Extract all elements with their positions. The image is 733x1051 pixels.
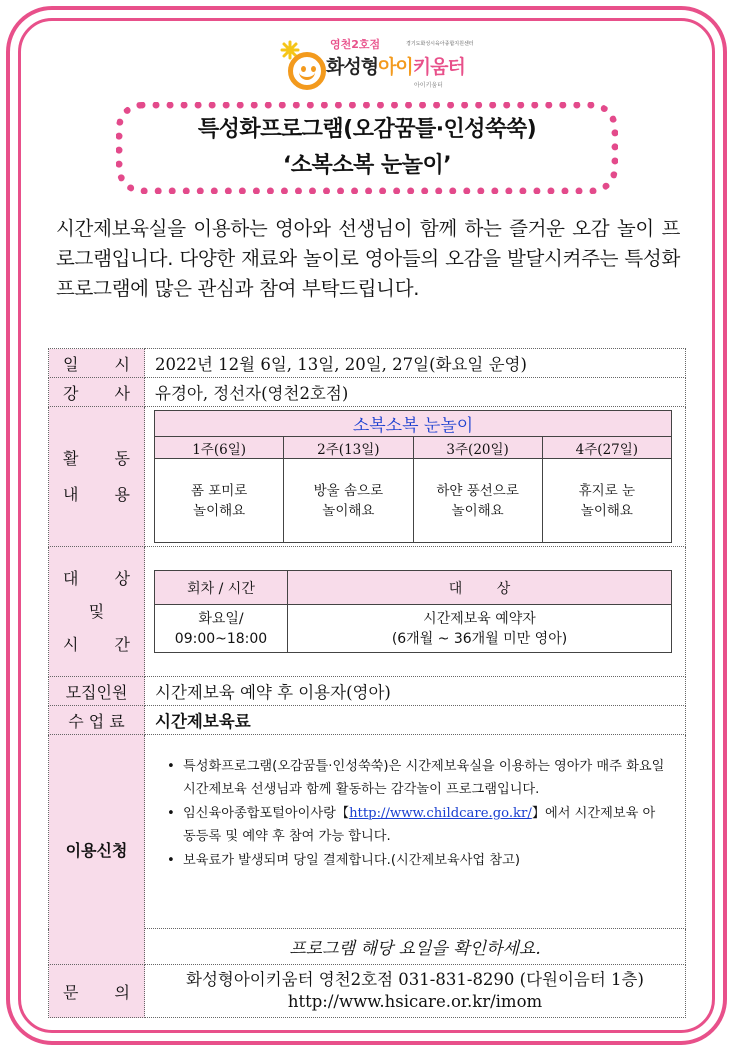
activity-table <box>154 410 672 543</box>
target-cell <box>145 547 686 677</box>
title-line-1: 특성화프로그램(오감꿈틀·인성쑥쑥) <box>197 117 537 142</box>
label-target <box>49 547 145 677</box>
apply-item-3: • 보육료가 발생되며 당일 결제합니다.(시간제보육사업 참고) <box>167 849 667 872</box>
label-activity <box>49 407 145 547</box>
target-head-session: 회차 / 시간 <box>155 571 288 605</box>
target-session: 화요일/ 09:00~18:00 <box>155 605 288 653</box>
row-contact <box>49 965 686 1018</box>
label-fee: 수 업 료 <box>49 706 145 735</box>
label-target-line1: 대 상 <box>63 569 130 588</box>
row-target <box>49 547 686 677</box>
label-target-line3: 시 간 <box>63 635 130 654</box>
logo-small-text: 경기도화성시육아종합지원센터 <box>406 41 474 47</box>
activity-week-1: 1주(6일) <box>155 437 284 459</box>
row-activity <box>49 407 686 547</box>
title-line-2: ‘소복소복 눈놀이’ <box>282 153 452 178</box>
title-box <box>116 102 618 194</box>
row-apply <box>49 735 686 929</box>
activity-content-4: 휴지로 눈 놀이해요 <box>542 459 671 543</box>
label-teacher: 강 사 <box>49 378 145 407</box>
value-teacher: 유경아, 정선자(영천2호점) <box>145 378 686 407</box>
activity-cell <box>145 407 686 547</box>
row-notice <box>49 929 686 965</box>
childcare-link[interactable]: http://www.childcare.go.kr/ <box>349 806 532 821</box>
row-date <box>49 349 686 378</box>
logo-branch: 영천2호점 <box>330 38 381 51</box>
row-teacher <box>49 378 686 407</box>
logo <box>280 36 480 96</box>
info-table <box>48 348 686 1018</box>
target-table <box>154 570 672 653</box>
label-date: 일 시 <box>49 349 145 378</box>
value-fee: 시간제보육료 <box>145 706 686 735</box>
activity-week-4: 4주(27일) <box>542 437 671 459</box>
label-apply: 이용신청 <box>49 735 145 965</box>
apply-cell <box>145 735 686 929</box>
notice-text: 프로그램 해당 요일을 확인하세요. <box>145 929 686 965</box>
label-activity-line2: 내 용 <box>63 484 130 504</box>
smile-face-icon <box>288 52 326 90</box>
activity-week-3: 3주(20일) <box>413 437 542 459</box>
contact-line-1: 화성형아이키움터 영천2호점 031-831-8290 (다원이음터 1층) <box>186 970 644 989</box>
row-recruit <box>49 677 686 706</box>
target-head-target: 대 상 <box>288 571 672 605</box>
activity-title: 소복소복 눈놀이 <box>155 411 672 437</box>
row-fee <box>49 706 686 735</box>
logo-name: 화성형아이키움터 <box>326 56 465 78</box>
activity-content-3: 하얀 풍선으로 놀이해요 <box>413 459 542 543</box>
apply-item-1: • 특성화프로그램(오감꿈틀·인성쑥쑥)은 시간제보육실을 이용하는 영아가 매주 화요일 시간제보육 선생님과 함께 활동하는 감각놀이 프로그램입니다. <box>167 755 667 801</box>
activity-content-2: 방울 솜으로 놀이해요 <box>284 459 413 543</box>
intro-text: 시간제보육실을 이용하는 영아와 선생님이 함께 하는 즐거운 오감 놀이 프로그램입니다. 다양한 재료와 놀이로 영아들의 오감을 발달시켜주는 특성화 프로그램에 많은 관심과 참여 부탁드립니다. <box>56 217 680 300</box>
label-recruit: 모집인원 <box>49 677 145 706</box>
activity-week-2: 2주(13일) <box>284 437 413 459</box>
label-activity-line1: 활 동 <box>63 448 130 468</box>
contact-cell <box>145 965 686 1018</box>
value-recruit: 시간제보육 예약 후 이용자(영아) <box>145 677 686 706</box>
value-date: 2022년 12월 6일, 13일, 20일, 27일(화요일 운영) <box>145 349 686 378</box>
activity-content-1: 폼 포미로 놀이해요 <box>155 459 284 543</box>
target-audience: 시간제보육 예약자 (6개월 ~ 36개월 미만 영아) <box>288 605 672 653</box>
label-contact: 문 의 <box>49 965 145 1018</box>
apply-item-2: • 임신육아종합포털아이사랑【http://www.childcare.go.kr/】에서 시간제보육 아동등록 및 예약 후 참여 가능 합니다. <box>167 802 667 848</box>
label-target-line2: 및 <box>88 602 105 621</box>
contact-website[interactable]: http://www.hsicare.or.kr/imom <box>287 992 543 1011</box>
apply-list <box>145 735 685 889</box>
logo-sub-text: 아이키움터 <box>414 82 443 89</box>
